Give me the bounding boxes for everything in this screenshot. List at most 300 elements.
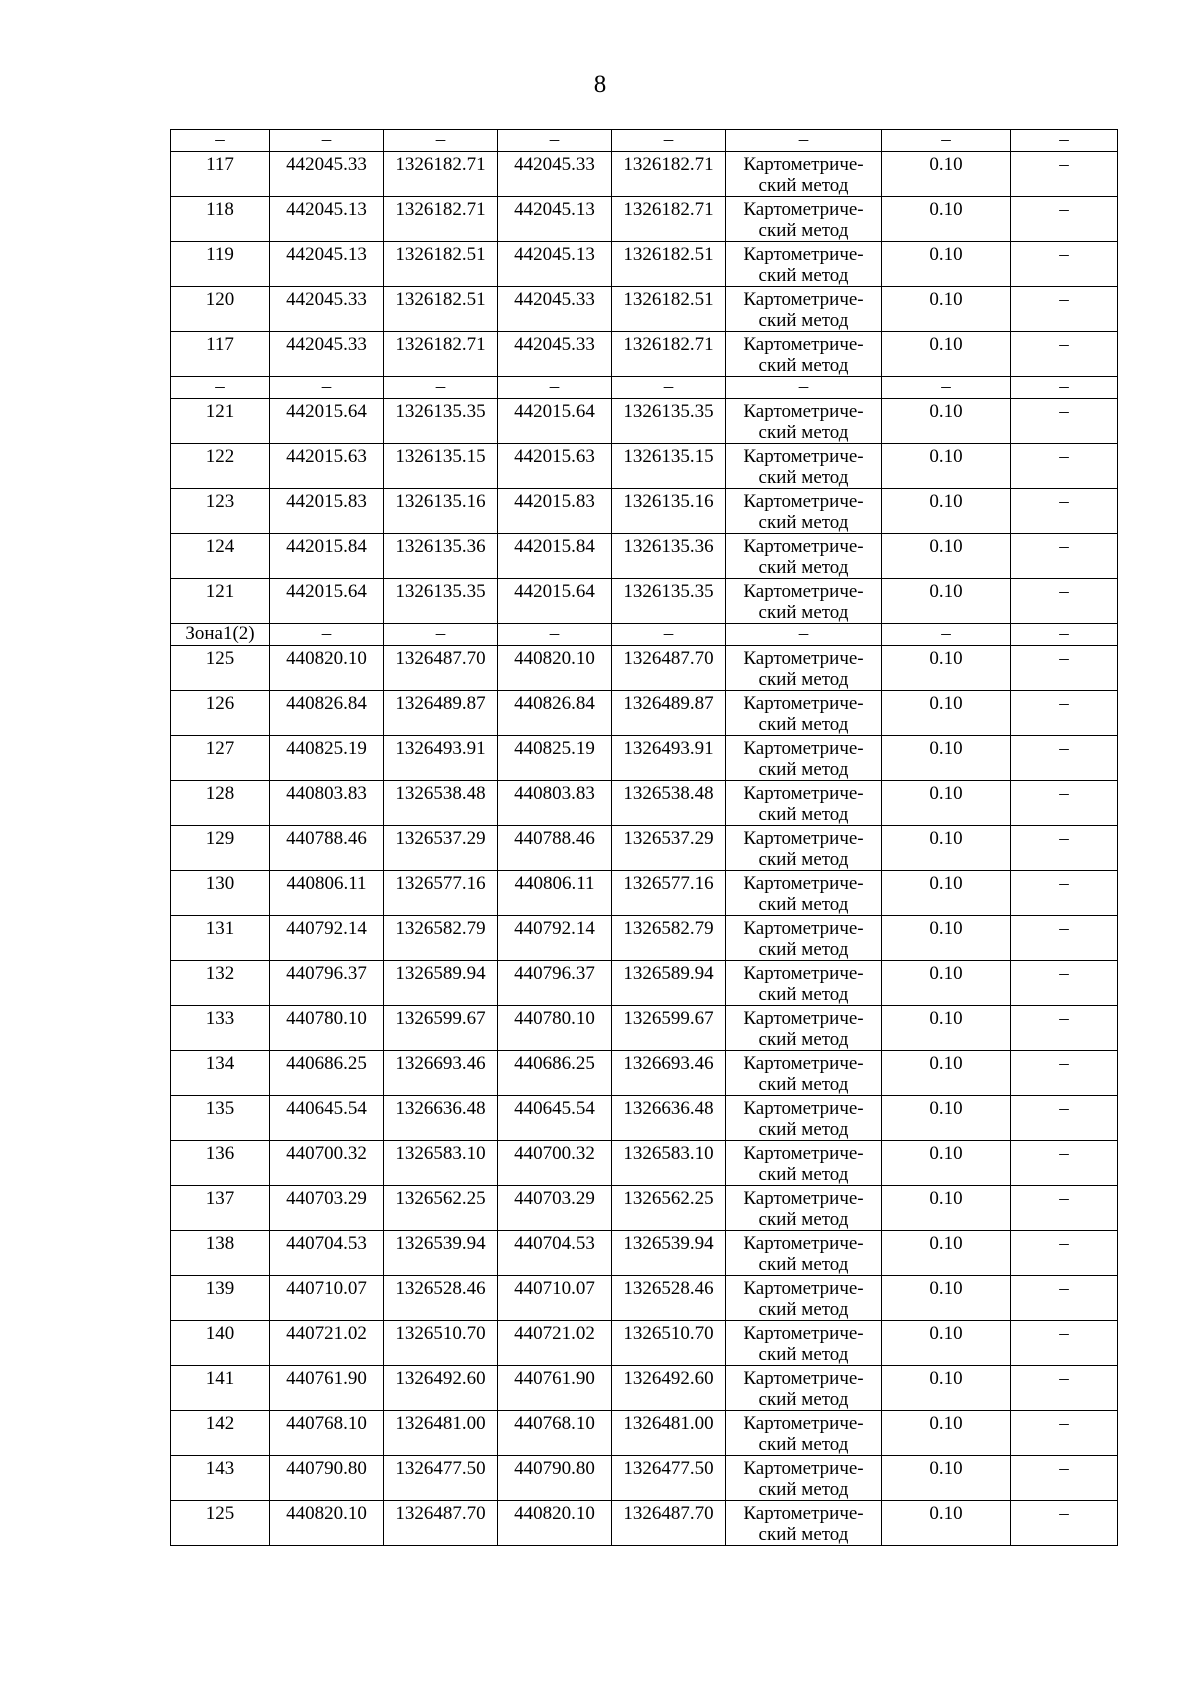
x-coordinate-2-cell: 440792.14 [498,916,612,961]
table-row [171,444,1118,489]
method-cell [726,1006,882,1051]
y-coordinate-2-cell: 1326182.71 [612,332,726,377]
table-row [171,579,1118,624]
y-coordinate-cell: 1326583.10 [384,1141,498,1186]
x-coordinate-2-cell: 442015.64 [498,399,612,444]
y-coordinate-cell: 1326135.16 [384,489,498,534]
note-cell: – [1011,1276,1118,1321]
separator-dash: – [726,377,882,399]
note-cell: – [1011,1006,1118,1051]
point-number-cell: 123 [171,489,270,534]
x-coordinate-2-cell: 442015.84 [498,534,612,579]
y-coordinate-cell: 1326135.35 [384,579,498,624]
x-coordinate-cell: 440826.84 [270,691,384,736]
table-row [171,489,1118,534]
method-cell [726,1501,882,1546]
accuracy-cell: 0.10 [882,444,1011,489]
method-cell [726,152,882,197]
accuracy-cell: 0.10 [882,961,1011,1006]
y-coordinate-cell: 1326636.48 [384,1096,498,1141]
point-number-cell: 129 [171,826,270,871]
x-coordinate-2-cell: 440703.29 [498,1186,612,1231]
method-cell [726,736,882,781]
table-row [171,1366,1118,1411]
y-coordinate-cell: 1326182.71 [384,332,498,377]
note-cell: – [1011,1321,1118,1366]
y-coordinate-cell: 1326481.00 [384,1411,498,1456]
point-number-cell: 131 [171,916,270,961]
method-line: Картометриче- [743,244,864,265]
x-coordinate-cell: 440721.02 [270,1321,384,1366]
point-number-cell: 134 [171,1051,270,1096]
method-cell [726,1186,882,1231]
separator-dash: – [270,130,384,152]
y-coordinate-cell: 1326577.16 [384,871,498,916]
method-line: Картометриче- [743,581,864,602]
method-line: Картометриче- [743,1503,864,1524]
method-cell [726,287,882,332]
method-cell [726,916,882,961]
separator-dash: – [726,130,882,152]
method-line: ский метод [758,939,849,960]
x-coordinate-cell: 442015.64 [270,399,384,444]
x-coordinate-2-cell: 440768.10 [498,1411,612,1456]
y-coordinate-cell: 1326538.48 [384,781,498,826]
point-number-cell: 124 [171,534,270,579]
table-row [171,1096,1118,1141]
method-line: ский метод [758,1344,849,1365]
x-coordinate-2-cell: 442045.33 [498,332,612,377]
method-line: Картометриче- [743,199,864,220]
y-coordinate-cell: 1326182.51 [384,287,498,332]
table-row [171,826,1118,871]
x-coordinate-2-cell: 440803.83 [498,781,612,826]
y-coordinate-2-cell: 1326477.50 [612,1456,726,1501]
note-cell: – [1011,1411,1118,1456]
method-line: ский метод [758,512,849,533]
accuracy-cell: 0.10 [882,1096,1011,1141]
method-line: Картометриче- [743,1458,864,1479]
x-coordinate-2-cell: 442045.13 [498,242,612,287]
table-row [171,287,1118,332]
method-line: ский метод [758,1074,849,1095]
method-line: Картометриче- [743,1098,864,1119]
method-cell [726,444,882,489]
method-cell [726,961,882,1006]
method-line: Картометриче- [743,1143,864,1164]
accuracy-cell: 0.10 [882,1276,1011,1321]
x-coordinate-cell: 440820.10 [270,646,384,691]
y-coordinate-2-cell: 1326539.94 [612,1231,726,1276]
point-number-cell: 126 [171,691,270,736]
separator-dash: – [726,624,882,646]
method-line: ский метод [758,422,849,443]
x-coordinate-2-cell: 440826.84 [498,691,612,736]
y-coordinate-2-cell: 1326562.25 [612,1186,726,1231]
y-coordinate-cell: 1326493.91 [384,736,498,781]
point-number-cell: 138 [171,1231,270,1276]
method-line: Картометриче- [743,738,864,759]
zone-label: Зона1(2) [171,624,270,646]
y-coordinate-cell: 1326528.46 [384,1276,498,1321]
accuracy-cell: 0.10 [882,736,1011,781]
x-coordinate-2-cell: 442045.33 [498,287,612,332]
table-row [171,152,1118,197]
y-coordinate-2-cell: 1326487.70 [612,646,726,691]
y-coordinate-2-cell: 1326589.94 [612,961,726,1006]
method-cell [726,399,882,444]
x-coordinate-2-cell: 440780.10 [498,1006,612,1051]
x-coordinate-cell: 440803.83 [270,781,384,826]
y-coordinate-2-cell: 1326510.70 [612,1321,726,1366]
point-number-cell: 117 [171,332,270,377]
accuracy-cell: 0.10 [882,1321,1011,1366]
accuracy-cell: 0.10 [882,579,1011,624]
y-coordinate-2-cell: 1326182.51 [612,287,726,332]
method-line: ский метод [758,759,849,780]
note-cell: – [1011,1501,1118,1546]
method-line: ский метод [758,1299,849,1320]
method-cell [726,691,882,736]
note-cell: – [1011,489,1118,534]
method-cell [726,534,882,579]
x-coordinate-cell: 440645.54 [270,1096,384,1141]
table-row [171,1231,1118,1276]
method-cell [726,489,882,534]
separator-dash: – [882,130,1011,152]
table-row [171,1006,1118,1051]
accuracy-cell: 0.10 [882,399,1011,444]
method-cell [726,1411,882,1456]
method-cell [726,1096,882,1141]
x-coordinate-2-cell: 440700.32 [498,1141,612,1186]
x-coordinate-cell: 442045.13 [270,242,384,287]
table-row [171,1141,1118,1186]
y-coordinate-cell: 1326492.60 [384,1366,498,1411]
x-coordinate-cell: 440780.10 [270,1006,384,1051]
accuracy-cell: 0.10 [882,1231,1011,1276]
x-coordinate-2-cell: 442015.63 [498,444,612,489]
table-row [171,736,1118,781]
x-coordinate-cell: 440686.25 [270,1051,384,1096]
method-line: Картометриче- [743,154,864,175]
x-coordinate-2-cell: 440704.53 [498,1231,612,1276]
point-number-cell: 118 [171,197,270,242]
point-number-cell: 137 [171,1186,270,1231]
table-row [171,871,1118,916]
x-coordinate-cell: 442015.84 [270,534,384,579]
method-cell [726,332,882,377]
y-coordinate-2-cell: 1326599.67 [612,1006,726,1051]
y-coordinate-cell: 1326135.15 [384,444,498,489]
separator-dash: – [1011,130,1118,152]
y-coordinate-cell: 1326599.67 [384,1006,498,1051]
point-number-cell: 120 [171,287,270,332]
method-cell [726,1321,882,1366]
x-coordinate-cell: 440703.29 [270,1186,384,1231]
method-line: ский метод [758,714,849,735]
method-line: ский метод [758,175,849,196]
method-line: ский метод [758,1389,849,1410]
method-cell [726,1231,882,1276]
x-coordinate-cell: 440761.90 [270,1366,384,1411]
y-coordinate-2-cell: 1326538.48 [612,781,726,826]
method-line: ский метод [758,1164,849,1185]
point-number-cell: 133 [171,1006,270,1051]
point-number-cell: 119 [171,242,270,287]
method-line: ский метод [758,804,849,825]
method-line: ский метод [758,1254,849,1275]
method-cell [726,1141,882,1186]
method-line: Картометриче- [743,334,864,355]
x-coordinate-cell: 440806.11 [270,871,384,916]
accuracy-cell: 0.10 [882,646,1011,691]
x-coordinate-cell: 440796.37 [270,961,384,1006]
note-cell: – [1011,152,1118,197]
note-cell: – [1011,579,1118,624]
note-cell: – [1011,871,1118,916]
method-line: Картометриче- [743,1188,864,1209]
table-row [171,1051,1118,1096]
note-cell: – [1011,1051,1118,1096]
separator-dash: – [882,624,1011,646]
method-line: Картометриче- [743,536,864,557]
point-number-cell: 141 [171,1366,270,1411]
method-line: ский метод [758,669,849,690]
table-row [171,691,1118,736]
separator-dash: – [1011,624,1118,646]
accuracy-cell: 0.10 [882,691,1011,736]
separator-dash: – [612,624,726,646]
method-line: ский метод [758,984,849,1005]
x-coordinate-2-cell: 440806.11 [498,871,612,916]
x-coordinate-cell: 442045.13 [270,197,384,242]
page-number: 8 [593,71,607,98]
x-coordinate-cell: 440790.80 [270,1456,384,1501]
x-coordinate-2-cell: 440820.10 [498,646,612,691]
method-line: Картометриче- [743,963,864,984]
separator-row [171,377,1118,399]
method-line: ский метод [758,1524,849,1545]
method-line: Картометриче- [743,648,864,669]
note-cell: – [1011,826,1118,871]
y-coordinate-cell: 1326182.71 [384,152,498,197]
note-cell: – [1011,646,1118,691]
point-number-cell: 143 [171,1456,270,1501]
separator-dash: – [384,377,498,399]
note-cell: – [1011,691,1118,736]
table-row [171,1276,1118,1321]
x-coordinate-2-cell: 440790.80 [498,1456,612,1501]
separator-dash: – [498,624,612,646]
method-line: Картометриче- [743,1008,864,1029]
method-cell [726,242,882,287]
y-coordinate-cell: 1326182.71 [384,197,498,242]
y-coordinate-2-cell: 1326481.00 [612,1411,726,1456]
method-line: ский метод [758,602,849,623]
point-number-cell: 122 [171,444,270,489]
table-row [171,1186,1118,1231]
coordinates-table [170,129,1118,1546]
separator-dash: – [1011,377,1118,399]
x-coordinate-2-cell: 440820.10 [498,1501,612,1546]
note-cell: – [1011,444,1118,489]
accuracy-cell: 0.10 [882,152,1011,197]
separator-dash: – [882,377,1011,399]
note-cell: – [1011,1231,1118,1276]
y-coordinate-2-cell: 1326182.71 [612,152,726,197]
method-line: ский метод [758,467,849,488]
accuracy-cell: 0.10 [882,1366,1011,1411]
method-cell [726,579,882,624]
x-coordinate-cell: 440710.07 [270,1276,384,1321]
method-line: ский метод [758,894,849,915]
y-coordinate-cell: 1326582.79 [384,916,498,961]
note-cell: – [1011,1186,1118,1231]
x-coordinate-2-cell: 440645.54 [498,1096,612,1141]
point-number-cell: 125 [171,646,270,691]
method-line: ский метод [758,1479,849,1500]
method-line: Картометриче- [743,1053,864,1074]
x-coordinate-2-cell: 440761.90 [498,1366,612,1411]
accuracy-cell: 0.10 [882,489,1011,534]
y-coordinate-cell: 1326537.29 [384,826,498,871]
accuracy-cell: 0.10 [882,916,1011,961]
y-coordinate-cell: 1326487.70 [384,1501,498,1546]
method-cell [726,197,882,242]
x-coordinate-cell: 442045.33 [270,287,384,332]
x-coordinate-cell: 440768.10 [270,1411,384,1456]
y-coordinate-2-cell: 1326493.91 [612,736,726,781]
accuracy-cell: 0.10 [882,287,1011,332]
method-line: Картометриче- [743,873,864,894]
table-row [171,1501,1118,1546]
note-cell: – [1011,781,1118,826]
table-row [171,197,1118,242]
separator-dash: – [171,130,270,152]
method-line: ский метод [758,355,849,376]
y-coordinate-2-cell: 1326182.51 [612,242,726,287]
method-line: Картометриче- [743,828,864,849]
method-line: ский метод [758,310,849,331]
x-coordinate-2-cell: 440710.07 [498,1276,612,1321]
method-line: ский метод [758,1119,849,1140]
x-coordinate-2-cell: 442045.33 [498,152,612,197]
method-line: ский метод [758,1434,849,1455]
point-number-cell: 128 [171,781,270,826]
y-coordinate-2-cell: 1326487.70 [612,1501,726,1546]
x-coordinate-2-cell: 440686.25 [498,1051,612,1096]
method-line: ский метод [758,849,849,870]
x-coordinate-2-cell: 442045.13 [498,197,612,242]
y-coordinate-cell: 1326182.51 [384,242,498,287]
accuracy-cell: 0.10 [882,1456,1011,1501]
x-coordinate-cell: 440788.46 [270,826,384,871]
table-row [171,961,1118,1006]
separator-dash: – [498,130,612,152]
accuracy-cell: 0.10 [882,1186,1011,1231]
method-line: ский метод [758,1209,849,1230]
method-line: Картометриче- [743,783,864,804]
separator-dash: – [498,377,612,399]
y-coordinate-2-cell: 1326182.71 [612,197,726,242]
y-coordinate-2-cell: 1326135.35 [612,579,726,624]
point-number-cell: 142 [171,1411,270,1456]
accuracy-cell: 0.10 [882,242,1011,287]
note-cell: – [1011,1366,1118,1411]
separator-row [171,130,1118,152]
point-number-cell: 127 [171,736,270,781]
x-coordinate-cell: 440820.10 [270,1501,384,1546]
method-line: Картометриче- [743,446,864,467]
y-coordinate-2-cell: 1326492.60 [612,1366,726,1411]
table-row [171,534,1118,579]
accuracy-cell: 0.10 [882,332,1011,377]
y-coordinate-2-cell: 1326489.87 [612,691,726,736]
method-line: ский метод [758,220,849,241]
accuracy-cell: 0.10 [882,871,1011,916]
accuracy-cell: 0.10 [882,1051,1011,1096]
note-cell: – [1011,534,1118,579]
method-line: Картометриче- [743,1233,864,1254]
point-number-cell: 121 [171,579,270,624]
point-number-cell: 132 [171,961,270,1006]
x-coordinate-cell: 442015.64 [270,579,384,624]
method-line: ский метод [758,265,849,286]
x-coordinate-2-cell: 440825.19 [498,736,612,781]
point-number-cell: 130 [171,871,270,916]
y-coordinate-cell: 1326510.70 [384,1321,498,1366]
table-row [171,399,1118,444]
note-cell: – [1011,736,1118,781]
method-cell [726,781,882,826]
note-cell: – [1011,916,1118,961]
method-line: ский метод [758,1029,849,1050]
separator-dash: – [612,377,726,399]
y-coordinate-2-cell: 1326636.48 [612,1096,726,1141]
accuracy-cell: 0.10 [882,1411,1011,1456]
x-coordinate-cell: 440825.19 [270,736,384,781]
accuracy-cell: 0.10 [882,1501,1011,1546]
method-cell [726,871,882,916]
note-cell: – [1011,242,1118,287]
separator-dash: – [612,130,726,152]
x-coordinate-cell: 440700.32 [270,1141,384,1186]
x-coordinate-cell: 440704.53 [270,1231,384,1276]
separator-dash: – [384,624,498,646]
table-row [171,332,1118,377]
y-coordinate-cell: 1326135.35 [384,399,498,444]
x-coordinate-cell: 442045.33 [270,332,384,377]
note-cell: – [1011,197,1118,242]
method-line: Картометриче- [743,918,864,939]
separator-dash: – [270,377,384,399]
y-coordinate-2-cell: 1326135.36 [612,534,726,579]
point-number-cell: 121 [171,399,270,444]
y-coordinate-2-cell: 1326135.16 [612,489,726,534]
accuracy-cell: 0.10 [882,534,1011,579]
y-coordinate-cell: 1326539.94 [384,1231,498,1276]
x-coordinate-2-cell: 442015.83 [498,489,612,534]
y-coordinate-cell: 1326589.94 [384,961,498,1006]
y-coordinate-cell: 1326693.46 [384,1051,498,1096]
x-coordinate-cell: 440792.14 [270,916,384,961]
method-line: Картометриче- [743,1413,864,1434]
method-line: ский метод [758,557,849,578]
point-number-cell: 140 [171,1321,270,1366]
point-number-cell: 117 [171,152,270,197]
table-row [171,1456,1118,1501]
